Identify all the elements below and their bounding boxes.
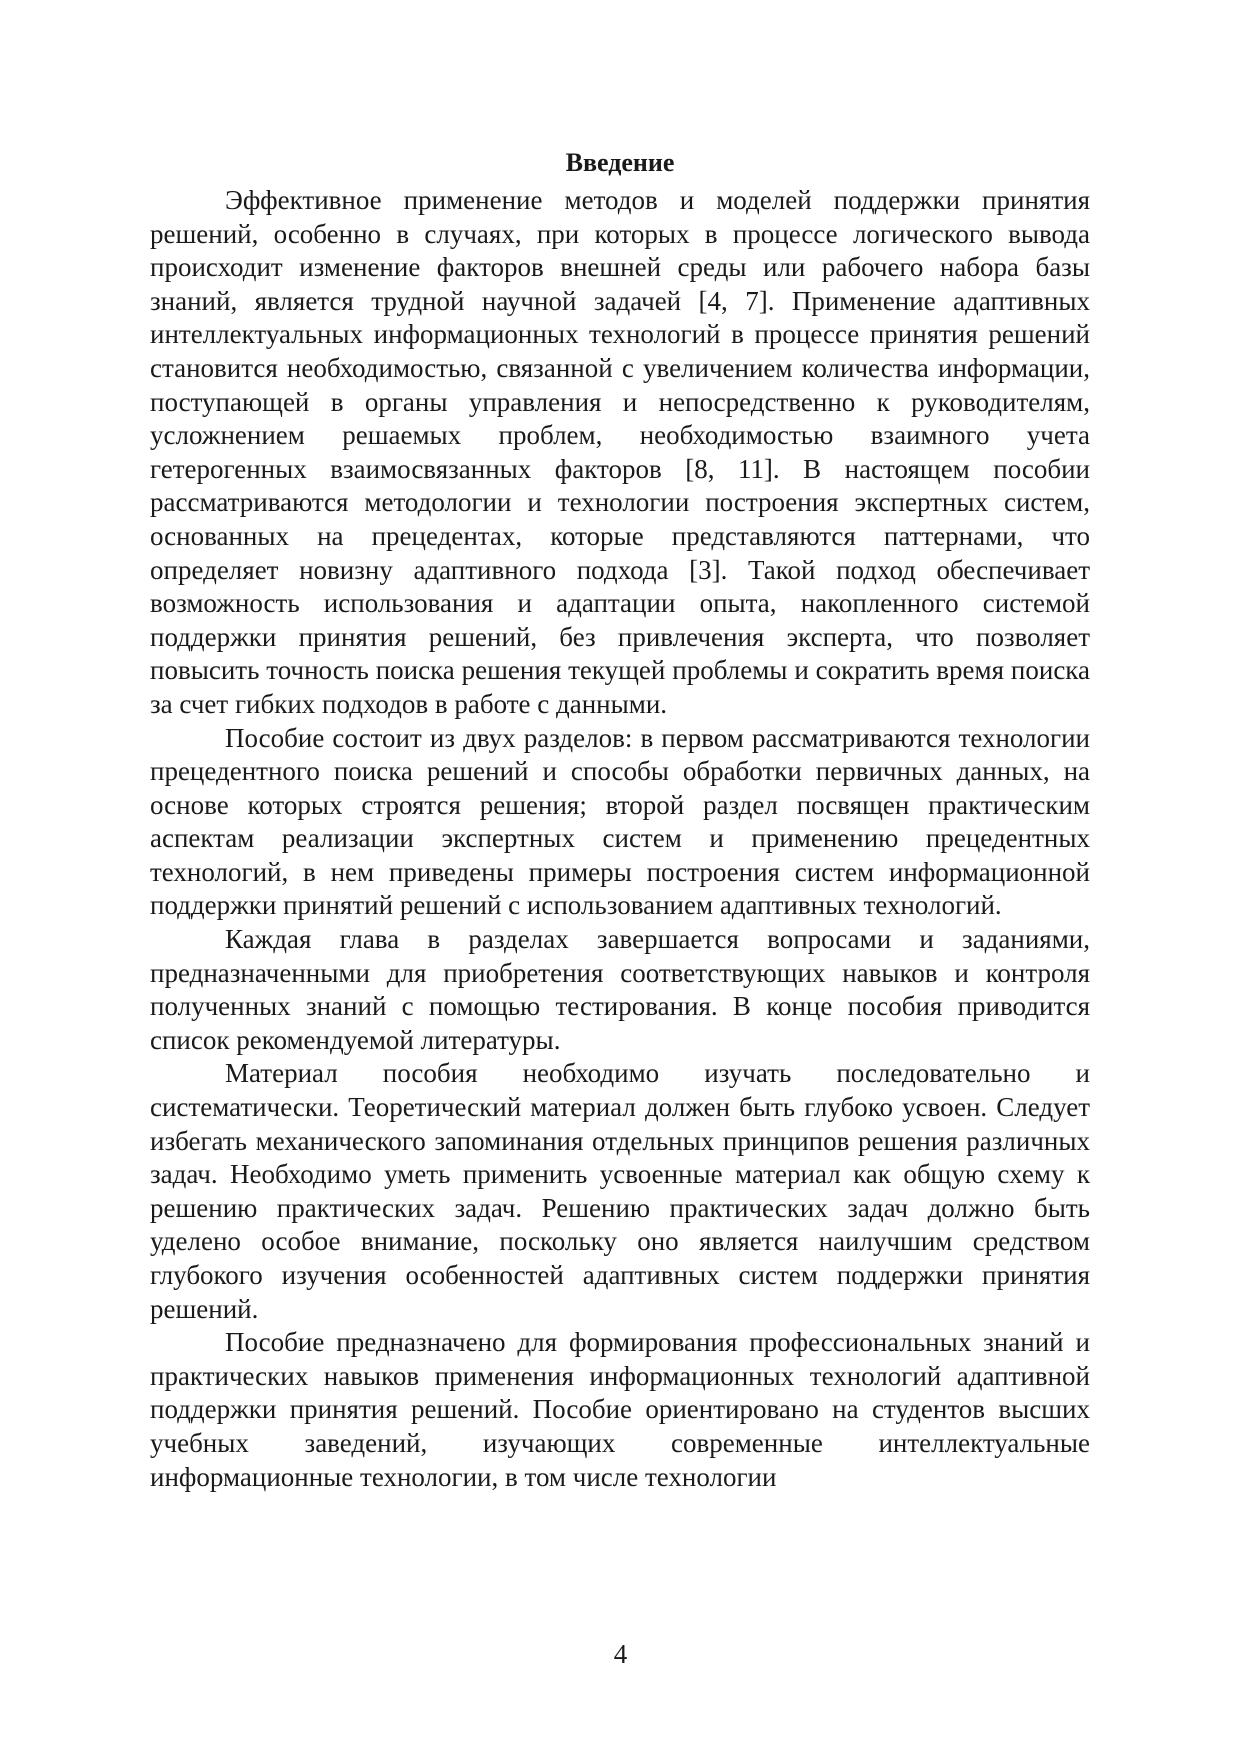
paragraph-study-method: Материал пособия необходимо изучать последовательно и систематически. Теоретический материал должен быть глубоко усвоен. Следует избегать механического запоминания отдельных принципов решения различных задач. Необходимо уметь применить усвоенные материал как общую схему к решению практических задач. Решению практических задач должно быть уделено особое внимание, поскольку оно является наилучшим средством глубокого изучения особенностей адаптивных систем поддержки принятия решений. [150, 1058, 1090, 1324]
paragraph-structure: Пособие состоит из двух разделов: в первом рассматриваются технологии прецедентного поиска решений и способы обработки первичных данных, на основе которых строятся решения; второй раздел посвящен практическим аспектам реализации экспертных систем и применению прецедентных технологий, в нем приведены примеры построения систем информационной поддержки принятий решений с использованием адаптивных технологий. [150, 722, 1090, 921]
paragraph-chapters: Каждая глава в разделах завершается вопросами и заданиями, предназначенными для приобретения соответствующих навыков и контроля полученных знаний с помощью тестирования. В конце пособия приводится список рекомендуемой литературы. [150, 924, 1090, 1055]
paragraph-purpose: Пособие предназначено для формирования профессиональных знаний и практических навыков применения информационных технологий адаптивной поддержки принятия решений. Пособие ориентировано на студентов высших учебных заведений, изучающих современные интеллектуальные информационные технологии, в том числе технологии [150, 1327, 1090, 1492]
section-heading: Введение [565, 148, 675, 177]
page-number: 4 [613, 1639, 628, 1669]
page-content [150, 143, 1090, 1494]
paragraph-intro: Эффективное применение методов и моделей поддержки принятия решений, особенно в случаях, при которых в процессе логического вывода происходит изменение факторов внешней среды или рабочего набора базы знаний, является трудной научной задачей [4, 7]. Применение адаптивных интеллектуальных информационных технологий в процессе принятия решений становится необходимостью, связанной с увеличением количества информации, поступающей в органы управления и непосредственно к руководителям, усложнением решаемых проблем, необходимостью взаимного учета гетерогенных взаимосвязанных факторов [8, 11]. В настоящем пособии рассматриваются методологии и технологии построения экспертных систем, основанных на прецедентах, которые представляются паттернами, что определяет новизну адаптивного подхода [3]. Такой подход обеспечивает возможность использования и адаптации опыта, накопленного системой поддержки принятия решений, без привлечения эксперта, что позволяет повысить точность поиска решения текущей проблемы и сократить время поиска за счет гибких подходов в работе с данными. [150, 185, 1090, 719]
